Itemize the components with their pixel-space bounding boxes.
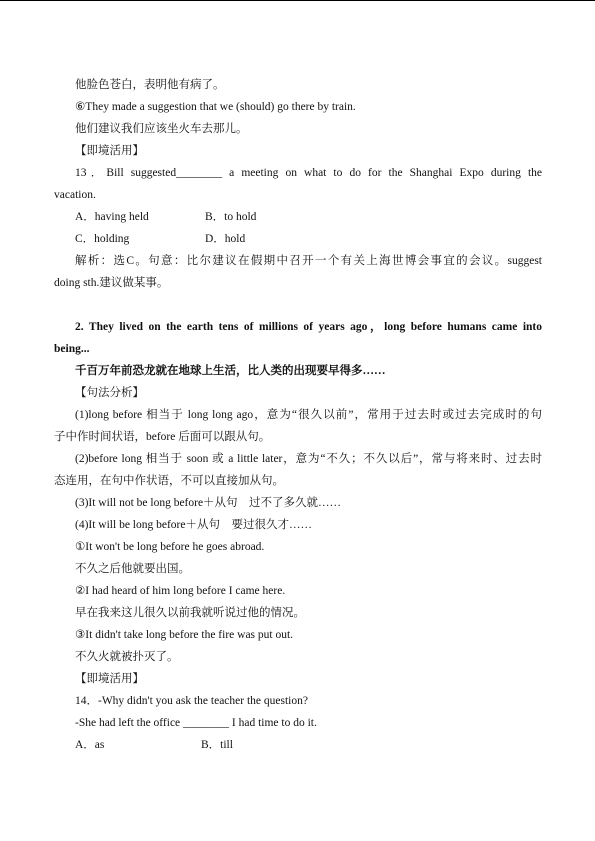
option-c: C．holding xyxy=(75,233,130,245)
question-13-options-row-1 xyxy=(54,206,542,228)
question-13-stem-cont: vacation. xyxy=(54,189,96,201)
analysis-point-1: (1)long before 相当于 long long ago，意为“很久以前”，常用于过去时或过去完成时的句 xyxy=(75,409,542,421)
question-13-stem: 13．Bill suggested________ a meeting on what to do for the Shanghai Expo during the xyxy=(75,167,542,179)
section-2-translation: 千百万年前恐龙就在地球上生活，比人类的出现要早得多…… xyxy=(75,365,386,377)
example-sentence-1: ①It won't be long before he goes abroad. xyxy=(75,541,265,553)
example-sentence: ⑥They made a suggestion that we (should) go there by train. xyxy=(75,101,356,113)
question-13-analysis-cont: doing sth.建议做某事。 xyxy=(54,277,169,289)
section-2-heading: 2. They lived on the earth tens of millions of years ago，long before humans came into xyxy=(75,321,542,333)
option-d: D．hold xyxy=(205,233,246,245)
analysis-point-4: (4)It will be long before＋从句 要过很久才…… xyxy=(75,519,312,531)
text-line: 他脸色苍白，表明他有病了。 xyxy=(75,79,225,91)
option-b: B．to hold xyxy=(205,211,257,223)
example-sentence-2: ②I had heard of him long before I came here. xyxy=(75,585,286,597)
page-top-rule xyxy=(0,0,595,1)
example-translation-3: 不久火就被扑灭了。 xyxy=(75,651,179,663)
practice-heading-2: 【即境活用】 xyxy=(75,673,144,685)
question-14-options-row-1 xyxy=(54,734,542,756)
option-b: B．till xyxy=(201,739,233,751)
example-sentence-3: ③It didn't take long before the fire was put out. xyxy=(75,629,294,641)
document-body xyxy=(54,74,542,756)
example-translation-2: 早在我来这儿很久以前我就听说过他的情况。 xyxy=(75,607,305,619)
option-a: A．having held xyxy=(75,211,149,223)
example-translation: 他们建议我们应该坐火车去那儿。 xyxy=(75,123,248,135)
section-2-heading-cont: being... xyxy=(54,343,90,355)
question-14-line-2: -She had left the office ________ I had time to do it. xyxy=(75,717,317,729)
analysis-point-1-cont: 子中作时间状语，before 后面可以跟从句。 xyxy=(54,431,271,443)
syntax-analysis-heading: 【句法分析】 xyxy=(75,387,144,399)
analysis-point-2-cont: 态连用，在句中作状语，不可以直接加从句。 xyxy=(54,475,284,487)
analysis-point-3: (3)It will not be long before＋从句 过不了多久就…… xyxy=(75,497,342,509)
spacer xyxy=(54,294,542,316)
option-a: A．as xyxy=(75,739,105,751)
example-translation-1: 不久之后他就要出国。 xyxy=(75,563,190,575)
question-13-analysis: 解析：选C。句意：比尔建议在假期中召开一个有关上海世博会事宜的会议。suggest xyxy=(75,255,542,267)
analysis-point-2: (2)before long 相当于 soon 或 a little later，意为“不久；不久以后”，常与将来时、过去时 xyxy=(75,453,542,465)
practice-heading: 【即境活用】 xyxy=(75,145,144,157)
question-14-line-1: 14．-Why didn't you ask the teacher the question? xyxy=(75,695,308,707)
question-13-options-row-2 xyxy=(54,228,542,250)
